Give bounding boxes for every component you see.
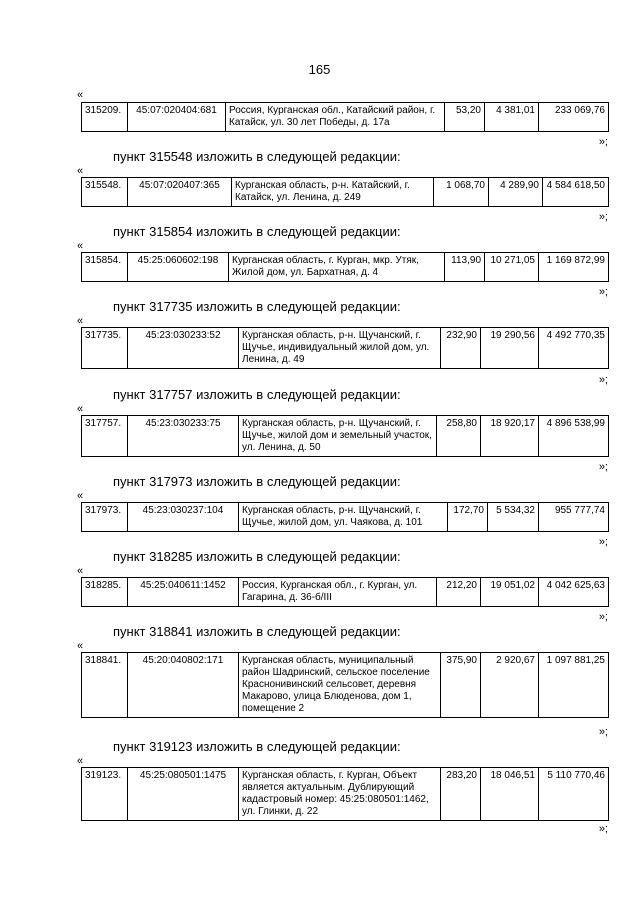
area: 113,90 [445,253,485,282]
address: Курганская область, р-н. Щучанский, г. Щучье, жилой дом, ул. Чаякова, д. 101 [239,503,448,532]
open-quote: « [77,240,84,252]
record-table [81,252,609,282]
close-quote: »; [598,536,608,548]
cadastral-number: 45:20:040802:171 [128,653,239,718]
record-table [81,102,609,132]
record-table [81,415,609,457]
cadastral-number: 45:25:040611:1452 [128,578,239,607]
open-quote: « [77,755,84,767]
unit-price: 18 920,17 [481,416,539,457]
record-table [81,577,609,607]
cadastral-value: 1 097 881,25 [539,653,609,718]
close-quote: »; [598,823,608,835]
cadastral-number: 45:07:020404:681 [128,103,226,132]
unit-price: 18 046,51 [481,768,539,821]
cadastral-value: 955 777,74 [539,503,609,532]
amendment-intro: пункт 317757 изложить в следующей редакции: [113,387,401,402]
page-number: 165 [308,62,331,77]
area: 375,90 [441,653,481,718]
area: 1 068,70 [434,178,489,207]
row-number: 317757. [82,416,128,457]
address: Россия, Курганская обл., г. Курган, ул. Гагарина, д. 36-б/III [239,578,437,607]
close-quote: »; [598,211,608,223]
table-row [82,103,609,132]
area: 172,70 [448,503,488,532]
unit-price: 4 381,01 [485,103,539,132]
amendment-intro: пункт 317735 изложить в следующей редакции: [113,299,401,314]
unit-price: 19 290,56 [481,328,539,369]
open-quote: « [77,490,84,502]
amendment-intro: пункт 315548 изложить в следующей редакции: [113,149,401,164]
row-number: 318841. [82,653,128,718]
close-quote: »; [598,611,608,623]
open-quote: « [77,640,84,652]
address: Россия, Курганская обл., Катайский район, г. Катайск, ул. 30 лет Победы, д. 17а [226,103,445,132]
close-quote: »; [598,726,608,738]
address: Курганская область, г. Курган, мкр. Утяк, Жилой дом, ул. Бархатная, д. 4 [229,253,445,282]
record-table [81,767,609,821]
open-quote: « [77,315,84,327]
unit-price: 19 051,02 [481,578,539,607]
area: 53,20 [445,103,485,132]
open-quote: « [77,165,84,177]
cadastral-value: 5 110 770,46 [539,768,609,821]
address: Курганская область, р-н. Щучанский, г. Щучье, жилой дом и земельный участок, ул. Ленина, д. 50 [239,416,437,457]
open-quote: « [77,89,84,101]
table-row [82,503,609,532]
close-quote: »; [598,286,608,298]
area: 283,20 [441,768,481,821]
close-quote: »; [598,374,608,386]
close-quote: »; [598,136,608,148]
cadastral-number: 45:23:030237:104 [128,503,239,532]
area: 212,20 [437,578,481,607]
cadastral-value: 4 492 770,35 [539,328,609,369]
record-table [81,327,609,369]
unit-price: 5 534,32 [488,503,539,532]
row-number: 315209. [82,103,128,132]
close-quote: »; [598,461,608,473]
table-row [82,253,609,282]
amendment-intro: пункт 318841 изложить в следующей редакции: [113,624,401,639]
cadastral-number: 45:25:060602:198 [128,253,229,282]
open-quote: « [77,403,84,415]
table-row [82,653,609,718]
open-quote: « [77,565,84,577]
row-number: 315854. [82,253,128,282]
cadastral-value: 4 584 618,50 [543,178,609,207]
table-row [82,578,609,607]
area: 258,80 [437,416,481,457]
address: Курганская область, г. Курган, Объект является актуальным. Дублирующий кадастровый номер: 45:25:080501:1462, ул. Глинки, д. 22 [239,768,441,821]
table-row [82,328,609,369]
amendment-intro: пункт 315854 изложить в следующей редакции: [113,224,401,239]
cadastral-number: 45:07:020407:365 [128,178,232,207]
cadastral-value: 1 169 872,99 [539,253,609,282]
record-table [81,502,609,532]
row-number: 317735. [82,328,128,369]
row-number: 317973. [82,503,128,532]
amendment-intro: пункт 319123 изложить в следующей редакции: [113,739,401,754]
row-number: 315548. [82,178,128,207]
amendment-intro: пункт 317973 изложить в следующей редакции: [113,474,401,489]
area: 232,90 [441,328,481,369]
unit-price: 2 920,67 [481,653,539,718]
cadastral-number: 45:23:030233:75 [128,416,239,457]
cadastral-value: 233 069,76 [539,103,609,132]
amendment-intro: пункт 318285 изложить в следующей редакции: [113,549,401,564]
table-row [82,178,609,207]
cadastral-number: 45:25:080501:1475 [128,768,239,821]
row-number: 318285. [82,578,128,607]
address: Курганская область, муниципальный район Шадринский, сельское поселение Краснонивинский сельсовет, деревня Макарово, улица Блюденова, дом 1, помещение 2 [239,653,441,718]
cadastral-number: 45:23:030233:52 [128,328,239,369]
cadastral-value: 4 042 625,63 [539,578,609,607]
record-table [81,177,609,207]
unit-price: 4 289,90 [489,178,543,207]
address: Курганская область, р-н. Катайский, г. Катайск, ул. Ленина, д. 249 [232,178,434,207]
cadastral-value: 4 896 538,99 [539,416,609,457]
table-row [82,416,609,457]
row-number: 319123. [82,768,128,821]
unit-price: 10 271,05 [485,253,539,282]
address: Курганская область, р-н. Щучанский, г. Щучье, индивидуальный жилой дом, ул. Ленина, д. 49 [239,328,441,369]
record-table [81,652,609,718]
table-row [82,768,609,821]
